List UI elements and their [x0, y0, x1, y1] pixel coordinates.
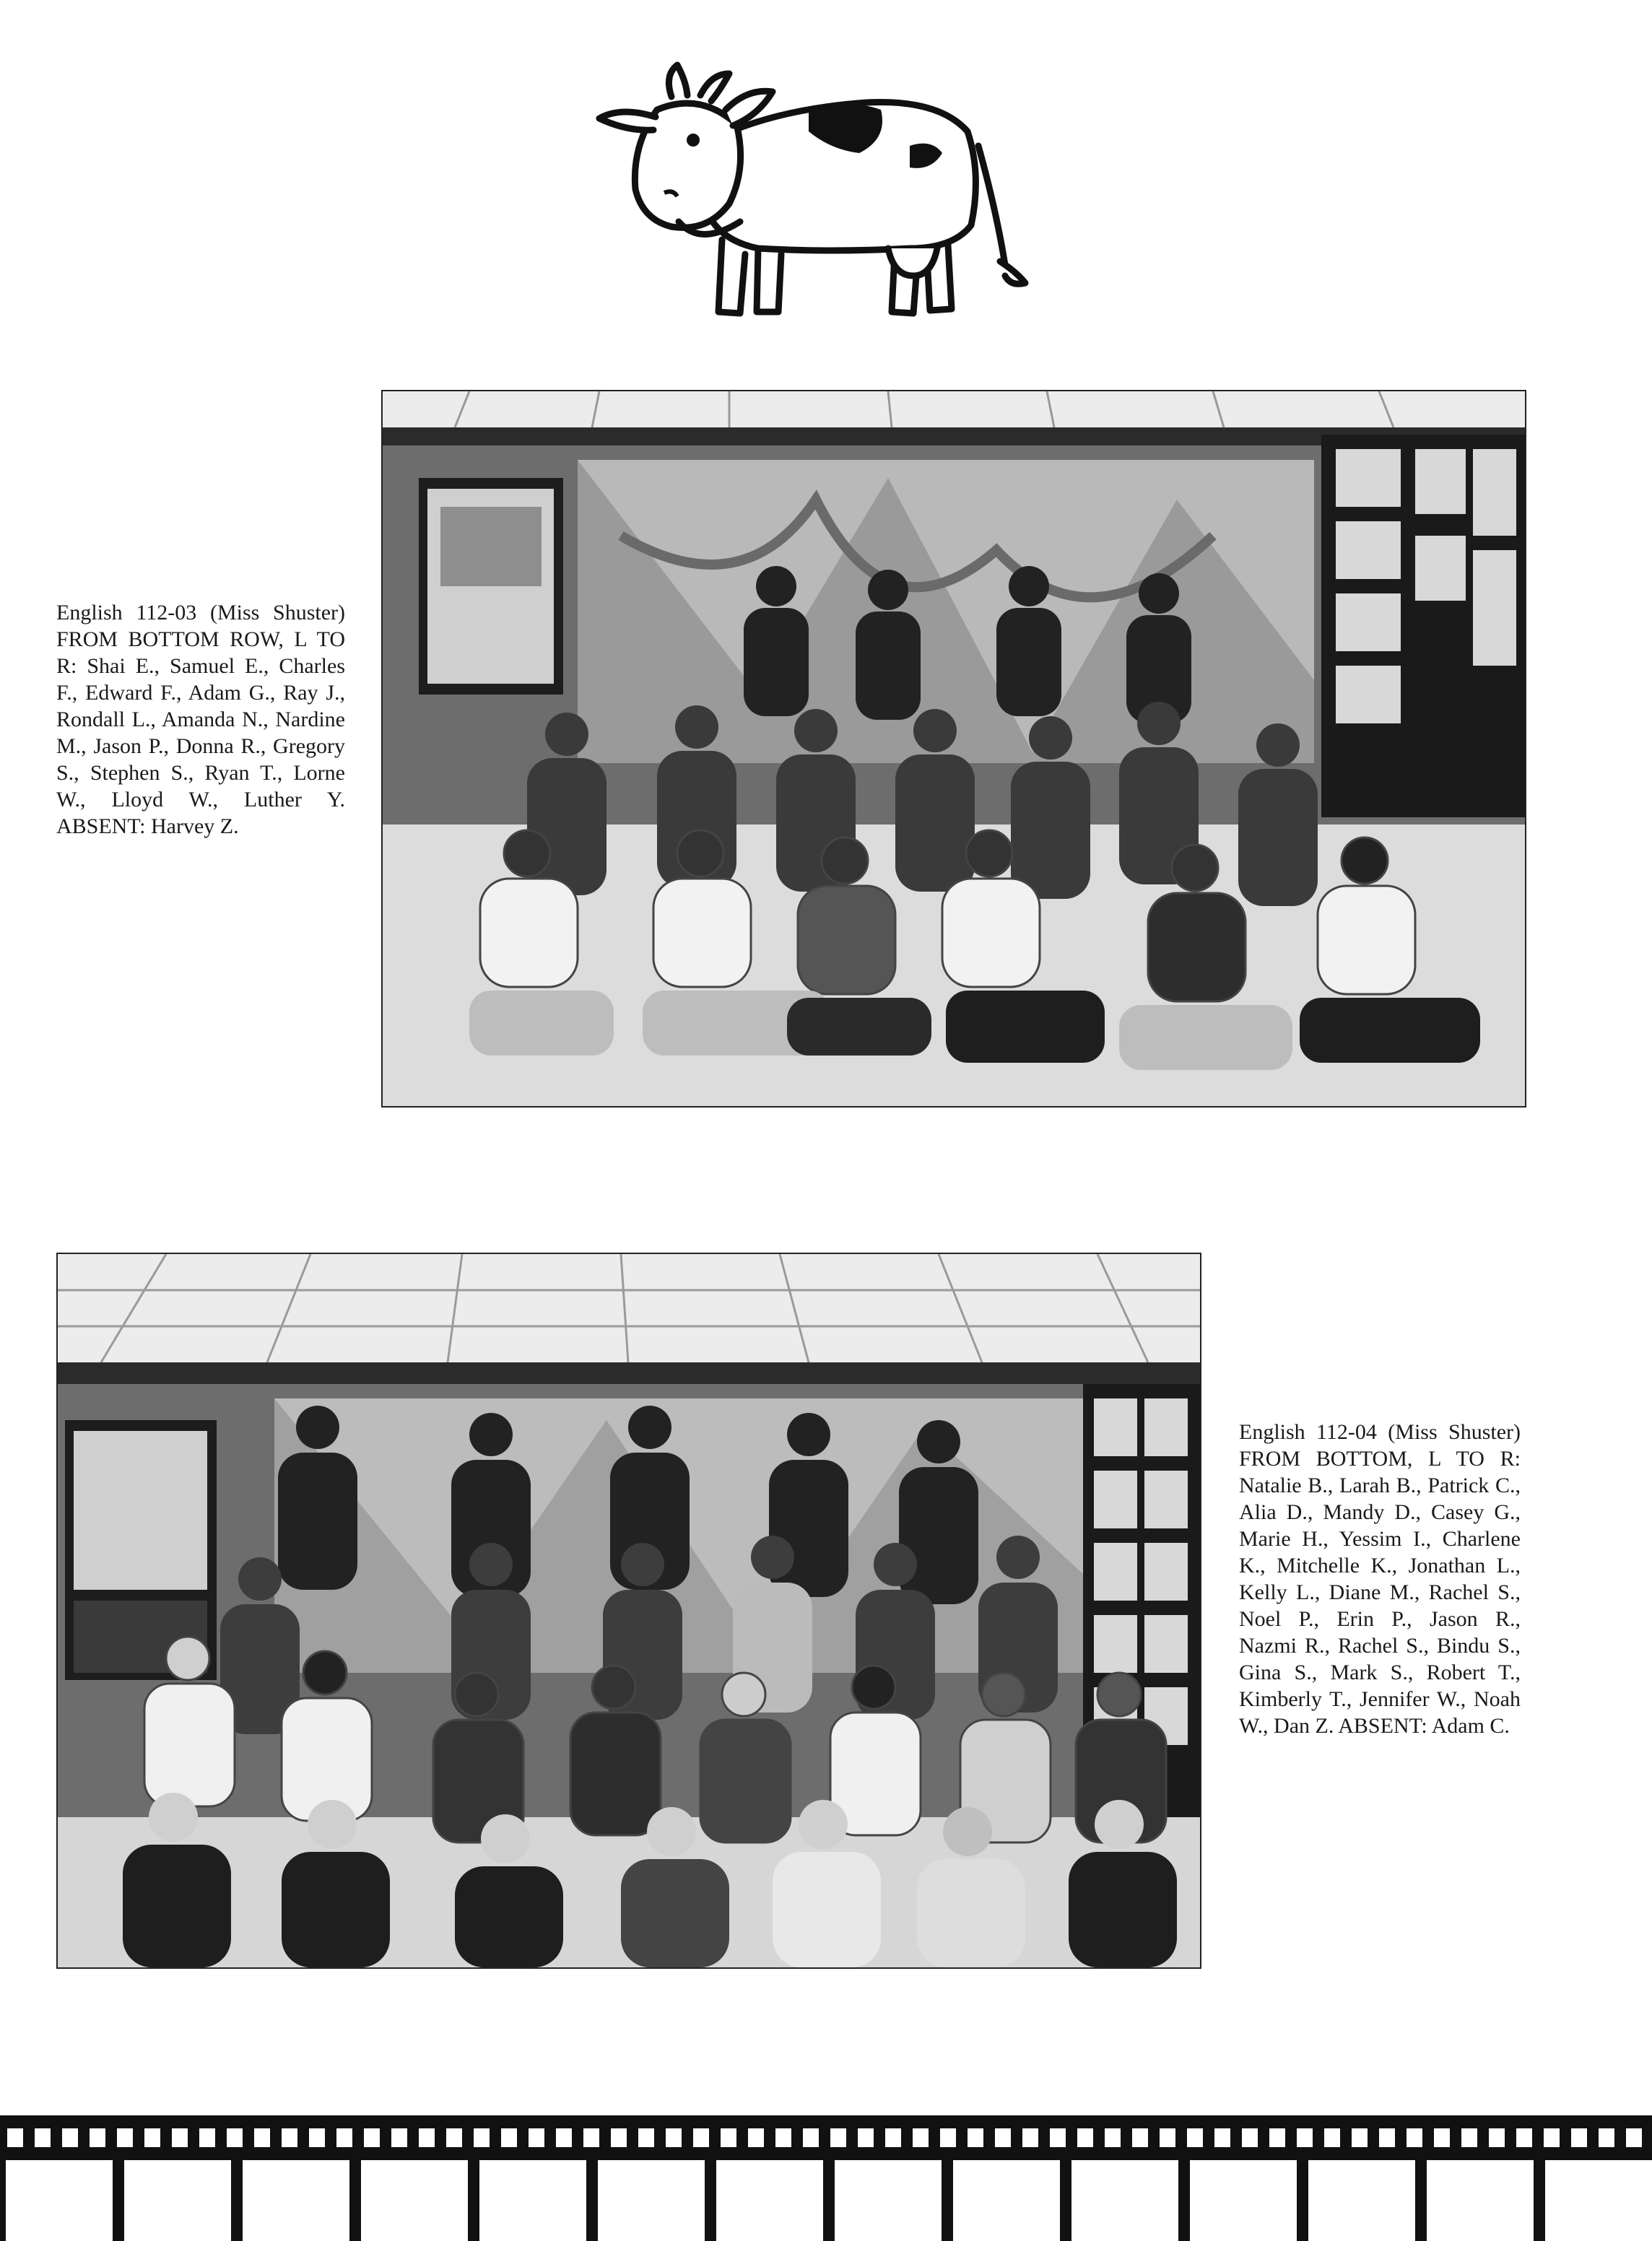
film-frame — [1190, 2160, 1297, 2241]
film-frame — [598, 2160, 705, 2241]
caption-arrangement: FROM BOTTOM ROW, L TO R: — [56, 627, 345, 678]
film-perforation — [666, 2128, 682, 2147]
film-perforation — [474, 2128, 490, 2147]
film-frame — [716, 2160, 823, 2241]
film-perforation — [35, 2128, 51, 2147]
film-perforation — [940, 2128, 956, 2147]
film-perforation — [858, 2128, 874, 2147]
film-frame — [1427, 2160, 1534, 2241]
film-perforation — [1544, 2128, 1560, 2147]
film-perforation — [1022, 2128, 1038, 2147]
film-frame — [361, 2160, 468, 2241]
caption-names: Shai E., Samuel E., Charles F., Edward F., Adam G., Ray J., Rondall L., Amanda N., Nardine M., Jason P., Donna R., Gregory S., Stephen S., Ryan T., Lorne W., Lloyd W., Luther Y. — [56, 654, 345, 811]
film-perforation — [62, 2128, 78, 2147]
class-photo-112-03 — [381, 390, 1526, 1108]
cow-illustration — [592, 59, 1032, 326]
film-frame — [479, 2160, 586, 2241]
film-perforation — [611, 2128, 627, 2147]
film-perforation — [7, 2128, 23, 2147]
film-perforation — [1214, 2128, 1230, 2147]
class-caption-112-03 — [56, 599, 345, 840]
film-perforation — [364, 2128, 380, 2147]
film-perforation — [1269, 2128, 1285, 2147]
film-perforation — [1626, 2128, 1642, 2147]
film-frame — [1545, 2160, 1652, 2241]
film-frame — [1071, 2160, 1178, 2241]
film-perforation — [1352, 2128, 1368, 2147]
class-photo-112-04 — [56, 1253, 1201, 1969]
caption-absent: ABSENT: Harvey Z. — [56, 814, 239, 838]
film-perforation — [419, 2128, 435, 2147]
film-perforation — [830, 2128, 846, 2147]
film-perforation — [1297, 2128, 1313, 2147]
film-perforation — [309, 2128, 325, 2147]
film-frame — [835, 2160, 942, 2241]
film-perforation — [803, 2128, 819, 2147]
film-perforation — [1324, 2128, 1340, 2147]
film-perforation — [1489, 2128, 1505, 2147]
film-strip-border — [0, 2115, 1652, 2241]
caption-absent: ABSENT: Adam C. — [1338, 1714, 1510, 1738]
film-perforation — [638, 2128, 654, 2147]
film-perforation — [501, 2128, 517, 2147]
class-caption-112-04 — [1239, 1419, 1521, 1739]
film-perforation — [1105, 2128, 1121, 2147]
film-perforation — [336, 2128, 352, 2147]
film-perforation — [1516, 2128, 1532, 2147]
film-perforation — [775, 2128, 791, 2147]
film-perforation — [1461, 2128, 1477, 2147]
film-perforation — [282, 2128, 297, 2147]
film-perforation — [1379, 2128, 1395, 2147]
film-perforation — [1077, 2128, 1093, 2147]
film-perforation — [995, 2128, 1011, 2147]
film-perforation — [693, 2128, 709, 2147]
film-perforation — [172, 2128, 188, 2147]
film-perforation — [1242, 2128, 1258, 2147]
caption-names: Natalie B., Larah B., Patrick C., Alia D., Mandy D., Casey G., Marie H., Yessim I., Charlene K., Mitchelle K., Jonathan L., Kelly L., Diane M., Rachel S., Noel P., Erin P., Jason R., Nazmi R., Rachel S., Bindu S., Gina S., Mark S., Robert T., Kimberly T., Jennifer W., Noah W., Dan Z. — [1239, 1474, 1521, 1738]
film-perforation — [90, 2128, 105, 2147]
film-perforation — [1434, 2128, 1450, 2147]
film-perforation — [144, 2128, 160, 2147]
film-frame — [953, 2160, 1060, 2241]
film-perforation — [254, 2128, 270, 2147]
film-perforation — [556, 2128, 572, 2147]
film-perforation — [1160, 2128, 1175, 2147]
caption-class-name: English 112-04 (Miss Shuster) — [1239, 1420, 1521, 1444]
film-perforation — [1132, 2128, 1148, 2147]
film-perforation — [446, 2128, 462, 2147]
film-perforation — [1187, 2128, 1203, 2147]
film-perforation — [391, 2128, 407, 2147]
film-perforation — [583, 2128, 599, 2147]
film-perforation — [199, 2128, 215, 2147]
caption-class-name: English 112-03 (Miss Shuster) — [56, 601, 345, 625]
film-perforation — [748, 2128, 764, 2147]
film-perforation — [529, 2128, 544, 2147]
film-frame — [124, 2160, 231, 2241]
film-perforation — [117, 2128, 133, 2147]
film-perforation — [721, 2128, 736, 2147]
film-perforation — [227, 2128, 243, 2147]
film-frame — [6, 2160, 113, 2241]
caption-arrangement: FROM BOTTOM, L TO R: — [1239, 1447, 1521, 1471]
film-frame — [1308, 2160, 1415, 2241]
film-perforation — [968, 2128, 983, 2147]
film-frame — [243, 2160, 349, 2241]
film-perforation — [1050, 2128, 1066, 2147]
film-perforation — [913, 2128, 929, 2147]
film-perforation — [1599, 2128, 1614, 2147]
film-perforation — [1571, 2128, 1587, 2147]
film-perforation — [1407, 2128, 1422, 2147]
film-perforation — [885, 2128, 901, 2147]
